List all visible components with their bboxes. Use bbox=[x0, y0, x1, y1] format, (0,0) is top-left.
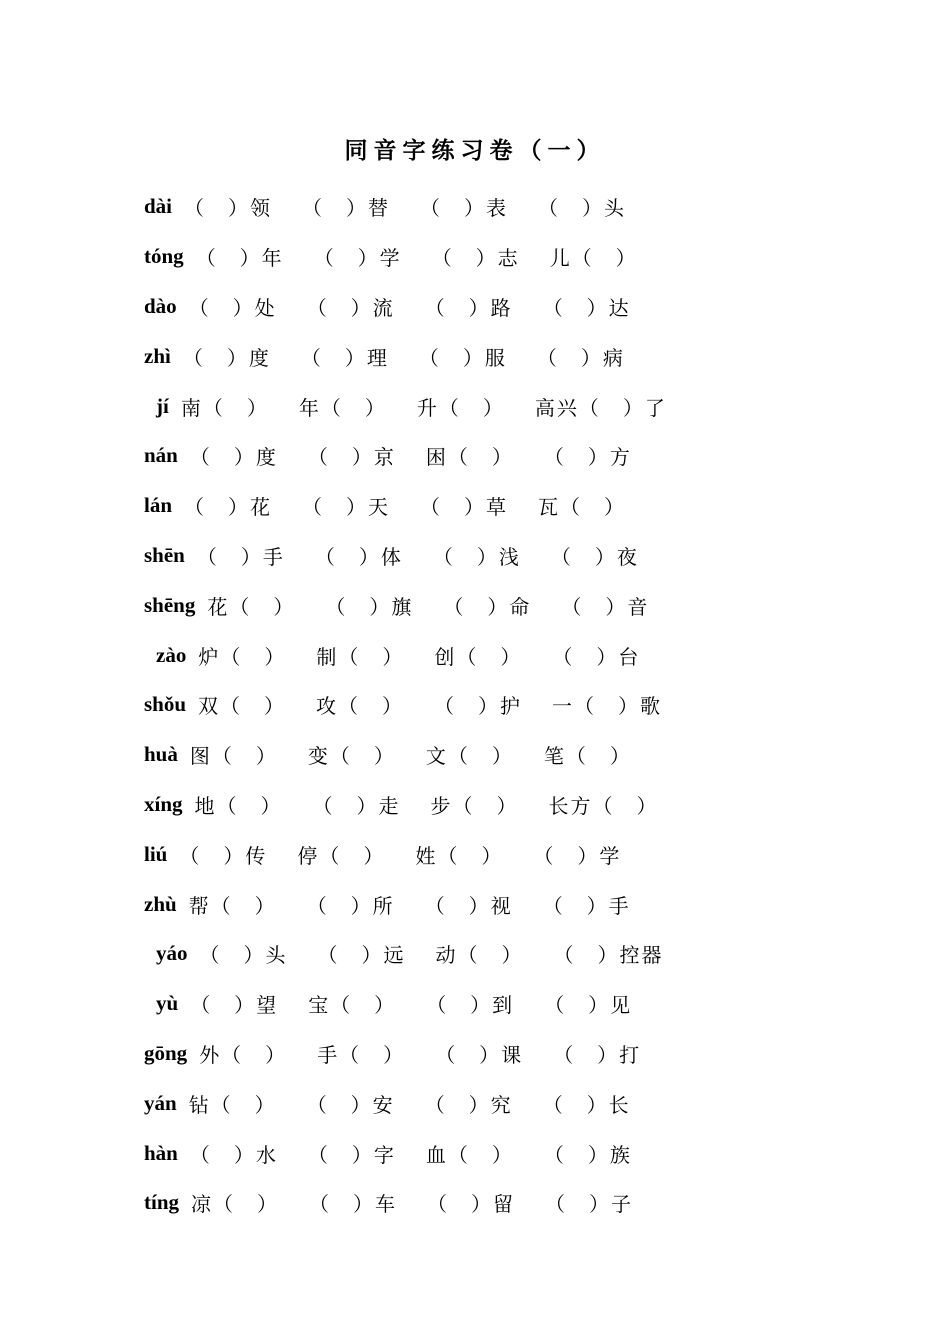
pinyin-label: shēn bbox=[144, 542, 185, 567]
blank-item: （ ）字 bbox=[307, 1142, 396, 1167]
blank-item: （ ）子 bbox=[545, 1192, 634, 1217]
pinyin-label: gōng bbox=[144, 1040, 188, 1065]
blank-item: 凉（ ） bbox=[191, 1192, 280, 1217]
blank-item: 宝（ ） bbox=[308, 993, 397, 1018]
blank-item: 一（ ）歌 bbox=[552, 694, 663, 719]
blank-item: （ ）领 bbox=[184, 196, 273, 221]
blank-item: （ ）表 bbox=[420, 196, 509, 221]
blank-item: （ ）旗 bbox=[325, 594, 414, 619]
exercise-row bbox=[144, 381, 784, 431]
blank-item: 年（ ） bbox=[298, 395, 387, 420]
blank-item: （ ）传 bbox=[179, 843, 268, 868]
page-title: 同音字练习卷（一） bbox=[344, 137, 606, 164]
blank-item: （ ）到 bbox=[426, 993, 515, 1018]
exercise-row bbox=[144, 1178, 784, 1228]
blank-item: 钻（ ） bbox=[188, 1092, 277, 1117]
blank-item: （ ）究 bbox=[424, 1092, 513, 1117]
blank-item: 瓦（ ） bbox=[538, 495, 627, 520]
pinyin-label: tóng bbox=[144, 244, 184, 269]
blank-item: （ ）车 bbox=[309, 1192, 398, 1217]
pinyin-label: hàn bbox=[144, 1140, 178, 1165]
pinyin-label: yù bbox=[156, 991, 179, 1016]
blank-item: 外（ ） bbox=[199, 1042, 288, 1067]
blank-item: （ ）流 bbox=[306, 295, 395, 320]
blank-item: 攻（ ） bbox=[316, 694, 405, 719]
pinyin-label: shǒu bbox=[144, 692, 187, 717]
pinyin-label: jí bbox=[156, 393, 169, 418]
blank-item: （ ）水 bbox=[189, 1142, 278, 1167]
pinyin-label: yán bbox=[144, 1090, 177, 1115]
blank-item: （ ）课 bbox=[435, 1042, 524, 1067]
exercise-row bbox=[144, 282, 784, 332]
pinyin-label: yáo bbox=[156, 941, 188, 966]
blank-item: （ ）浅 bbox=[432, 544, 521, 569]
exercise-row bbox=[144, 431, 784, 481]
exercise-row bbox=[144, 531, 784, 581]
blank-item: （ ）志 bbox=[431, 246, 520, 271]
exercise-list bbox=[144, 182, 784, 1228]
blank-item: 地（ ） bbox=[194, 793, 283, 818]
blank-item: （ ）天 bbox=[302, 495, 391, 520]
blank-item: （ ）方 bbox=[543, 445, 632, 470]
blank-item: （ ）年 bbox=[195, 246, 284, 271]
blank-item: 变（ ） bbox=[307, 744, 396, 769]
blank-item: （ ）视 bbox=[424, 893, 513, 918]
exercise-row bbox=[144, 232, 784, 282]
blank-item: （ ）路 bbox=[424, 295, 513, 320]
blank-item: （ ）见 bbox=[544, 993, 633, 1018]
blank-item: （ ）长 bbox=[542, 1092, 631, 1117]
blank-item: 炉（ ） bbox=[198, 644, 287, 669]
exercise-row bbox=[144, 1029, 784, 1079]
exercise-row bbox=[144, 680, 784, 730]
blank-item: 停（ ） bbox=[297, 843, 386, 868]
blank-item: （ ）京 bbox=[307, 445, 396, 470]
blank-item: 图（ ） bbox=[189, 744, 278, 769]
blank-item: （ ）体 bbox=[314, 544, 403, 569]
blank-item: 双（ ） bbox=[198, 694, 287, 719]
blank-item: 姓（ ） bbox=[415, 843, 504, 868]
blank-item: （ ）服 bbox=[418, 345, 507, 370]
blank-item: （ ）达 bbox=[542, 295, 631, 320]
blank-item: （ ）命 bbox=[443, 594, 532, 619]
exercise-row bbox=[144, 929, 784, 979]
pinyin-label: xíng bbox=[144, 791, 183, 816]
pinyin-label: dào bbox=[144, 293, 177, 318]
blank-item: （ ）留 bbox=[427, 1192, 516, 1217]
blank-item: 升（ ） bbox=[416, 395, 505, 420]
exercise-row bbox=[144, 979, 784, 1029]
blank-item: （ ）台 bbox=[552, 644, 641, 669]
blank-item: 制（ ） bbox=[316, 644, 405, 669]
blank-item: （ ）替 bbox=[302, 196, 391, 221]
blank-item: 困（ ） bbox=[425, 445, 514, 470]
blank-item: （ ）控器 bbox=[553, 943, 664, 968]
blank-item: （ ）病 bbox=[536, 345, 625, 370]
pinyin-label: shēng bbox=[144, 592, 196, 617]
pinyin-label: dài bbox=[144, 194, 173, 219]
blank-item: （ ）族 bbox=[543, 1142, 632, 1167]
blank-item: （ ）草 bbox=[420, 495, 509, 520]
exercise-row bbox=[144, 182, 784, 232]
pinyin-label: huà bbox=[144, 742, 178, 767]
blank-item: 笔（ ） bbox=[543, 744, 632, 769]
pinyin-label: zhù bbox=[144, 891, 177, 916]
blank-item: （ ）望 bbox=[190, 993, 279, 1018]
blank-item: （ ）护 bbox=[434, 694, 523, 719]
blank-item: 儿（ ） bbox=[549, 246, 638, 271]
exercise-row bbox=[144, 580, 784, 630]
blank-item: 创（ ） bbox=[434, 644, 523, 669]
blank-item: （ ）度 bbox=[182, 345, 271, 370]
blank-item: （ ）处 bbox=[188, 295, 277, 320]
blank-item: （ ）手 bbox=[196, 544, 285, 569]
blank-item: 步（ ） bbox=[430, 793, 519, 818]
exercise-row bbox=[144, 481, 784, 531]
blank-item: 高兴（ ）了 bbox=[534, 395, 667, 420]
blank-item: 南（ ） bbox=[180, 395, 269, 420]
exercise-row bbox=[144, 1128, 784, 1178]
blank-item: （ ）学 bbox=[313, 246, 402, 271]
exercise-row bbox=[144, 730, 784, 780]
blank-item: （ ）安 bbox=[306, 1092, 395, 1117]
exercise-row bbox=[144, 331, 784, 381]
blank-item: 帮（ ） bbox=[188, 893, 277, 918]
pinyin-label: zào bbox=[156, 642, 187, 667]
blank-item: 长方（ ） bbox=[548, 793, 659, 818]
blank-item: （ ）夜 bbox=[550, 544, 639, 569]
blank-item: （ ）花 bbox=[184, 495, 273, 520]
blank-item: （ ）头 bbox=[199, 943, 288, 968]
blank-item: （ ）远 bbox=[317, 943, 406, 968]
blank-item: 花（ ） bbox=[207, 594, 296, 619]
exercise-row bbox=[144, 829, 784, 879]
exercise-row bbox=[144, 630, 784, 680]
blank-item: （ ）理 bbox=[300, 345, 389, 370]
blank-item: （ ）打 bbox=[553, 1042, 642, 1067]
blank-item: （ ）度 bbox=[189, 445, 278, 470]
blank-item: 手（ ） bbox=[317, 1042, 406, 1067]
pinyin-label: liú bbox=[144, 841, 168, 866]
blank-item: （ ）学 bbox=[533, 843, 622, 868]
exercise-row bbox=[144, 1078, 784, 1128]
blank-item: 动（ ） bbox=[435, 943, 524, 968]
blank-item: （ ）所 bbox=[306, 893, 395, 918]
blank-item: （ ）手 bbox=[542, 893, 631, 918]
blank-item: 血（ ） bbox=[425, 1142, 514, 1167]
pinyin-label: lán bbox=[144, 493, 173, 518]
blank-item: （ ）音 bbox=[561, 594, 650, 619]
blank-item: （ ）走 bbox=[312, 793, 401, 818]
exercise-row bbox=[144, 780, 784, 830]
exercise-row bbox=[144, 879, 784, 929]
pinyin-label: zhì bbox=[144, 343, 171, 368]
pinyin-label: nán bbox=[144, 443, 178, 468]
blank-item: 文（ ） bbox=[425, 744, 514, 769]
blank-item: （ ）头 bbox=[538, 196, 627, 221]
pinyin-label: tíng bbox=[144, 1190, 180, 1215]
